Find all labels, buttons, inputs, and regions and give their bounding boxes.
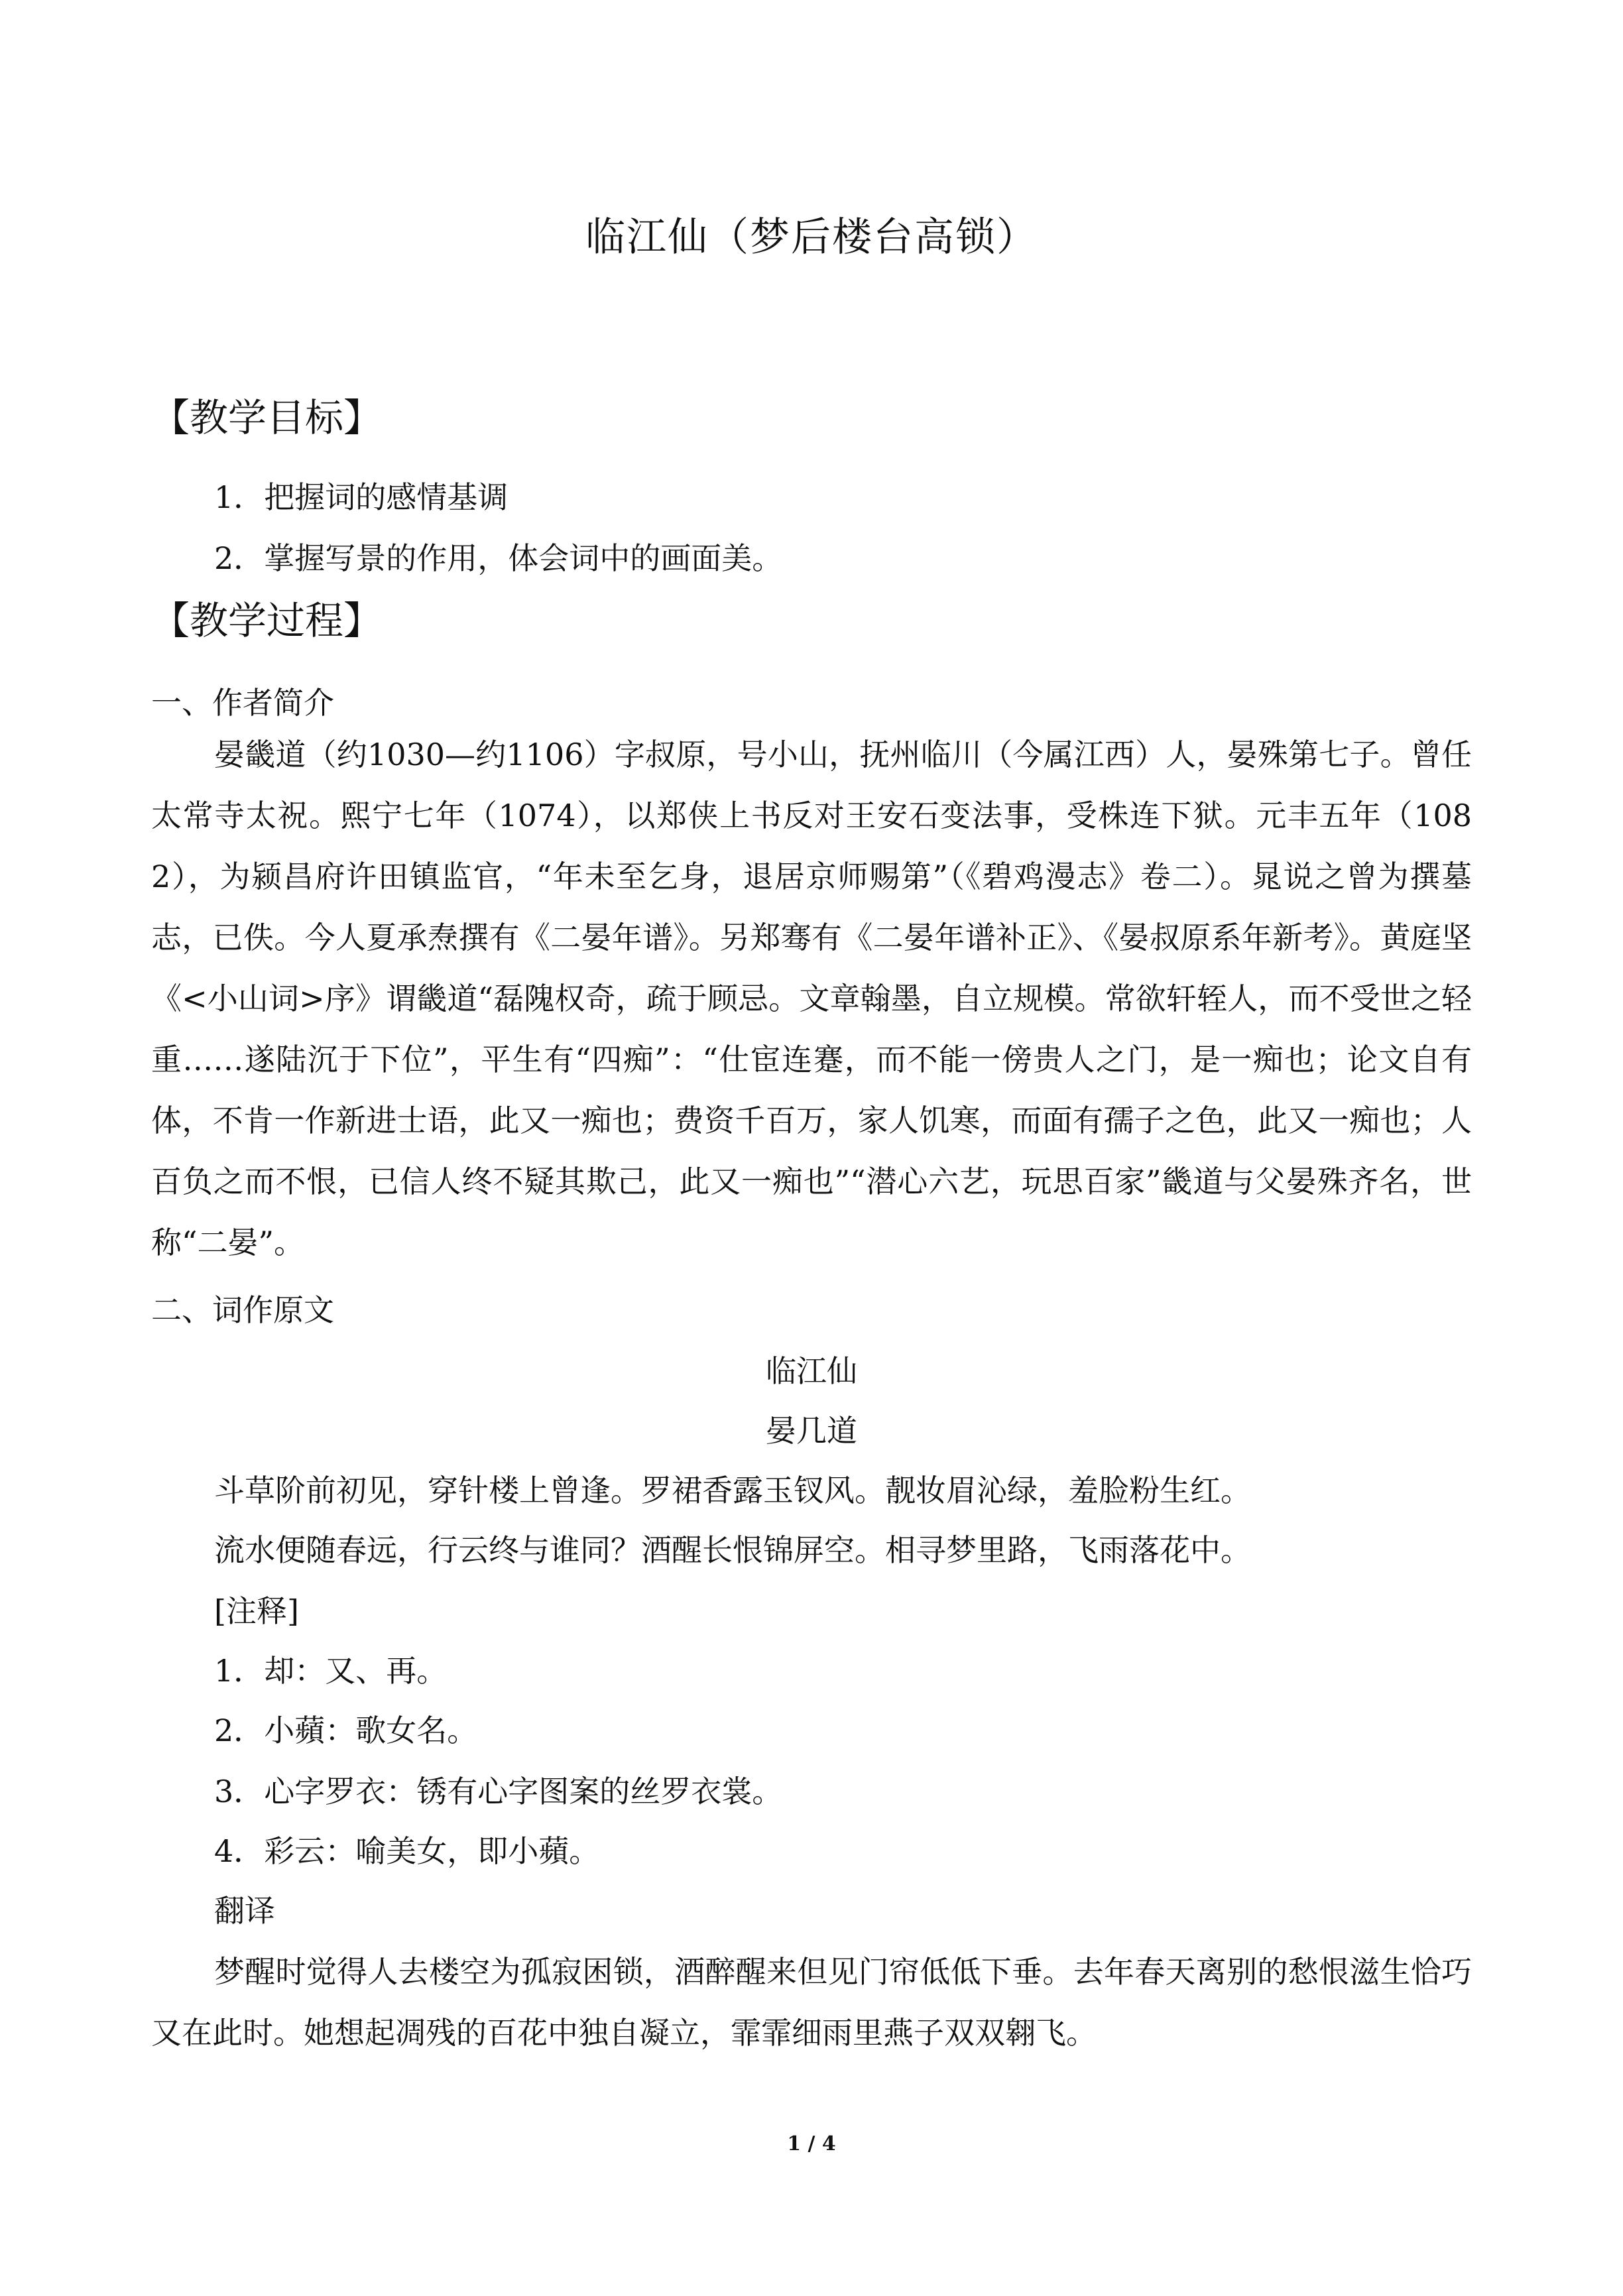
note-item: 4．彩云：喻美女，即小蘋。 — [214, 1833, 600, 1869]
page-number: 1 / 4 — [787, 2132, 836, 2155]
poem-title: 临江仙 — [766, 1353, 857, 1389]
objective-item: 2．掌握写景的作用，体会词中的画面美。 — [214, 540, 783, 576]
translation-paragraph: 梦醒时觉得人去楼空为孤寂困锁，酒醉醒来但见门帘低低下垂。去年春天离别的愁恨滋生恰巧又在此时。她想起凋残的百花中独自凝立，霏霏细雨里燕子双双翱飞。 — [151, 1954, 1472, 2051]
poem-line: 斗草阶前初见，穿针楼上曾逢。罗裙香露玉钗风。靓妆眉沁绿，羞脸粉生红。 — [214, 1473, 1251, 1508]
notes-heading: [注释] — [214, 1593, 299, 1629]
process-heading: 【教学过程】 — [151, 598, 383, 643]
note-item: 3．心字罗衣：锈有心字图案的丝罗衣裳。 — [214, 1774, 783, 1809]
objectives-heading: 【教学目标】 — [151, 395, 383, 440]
objective-item: 1．把握词的感情基调 — [214, 479, 509, 515]
translation-heading: 翻译 — [214, 1893, 275, 1929]
poem-author: 晏几道 — [766, 1413, 857, 1449]
note-item: 1．却：又、再。 — [214, 1653, 448, 1689]
author-section-heading: 一、作者简介 — [151, 685, 334, 721]
page-title: 临江仙（梦后楼台高锁） — [585, 214, 1038, 261]
original-section-heading: 二、词作原文 — [151, 1292, 334, 1328]
note-item: 2．小蘋：歌女名。 — [214, 1713, 478, 1748]
author-paragraph: 晏畿道（约1030—约1106）字叔原，号小山，抚州临川（今属江西）人，晏殊第七子。曾任太常寺太祝。熙宁七年（1074），以郑侠上书反对王安石变法事，受株连下狱。元丰五年（1082），为颍昌府许田镇监官，“年未至乞身，退居京师赐第”（《碧鸡漫志》卷二）。晁说之曾为撰墓志，已佚。今人夏承焘撰有《二晏年谱》。另郑骞有《二晏年谱补正》、《晏叔原系年新考》。黄庭坚《<小山词>序》谓畿道“磊隗权奇，疏于顾忌。文章翰墨，自立规模。常欲轩轾人，而不受世之轻重……遂陆沉于下位”，平生有“四痴”：“仕宦连蹇，而不能一傍贵人之门，是一痴也；论文自有体，不肯一作新进士语，此又一痴也；费资千百万，家人饥寒，而面有孺子之色，此又一痴也；人百负之而不恨，已信人终不疑其欺己，此又一痴也”“潜心六艺，玩思百家”畿道与父晏殊齐名，世称“二晏”。 — [151, 737, 1472, 1260]
poem-line: 流水便随春远，行云终与谁同？酒醒长恨锦屏空。相寻梦里路，飞雨落花中。 — [214, 1532, 1251, 1568]
